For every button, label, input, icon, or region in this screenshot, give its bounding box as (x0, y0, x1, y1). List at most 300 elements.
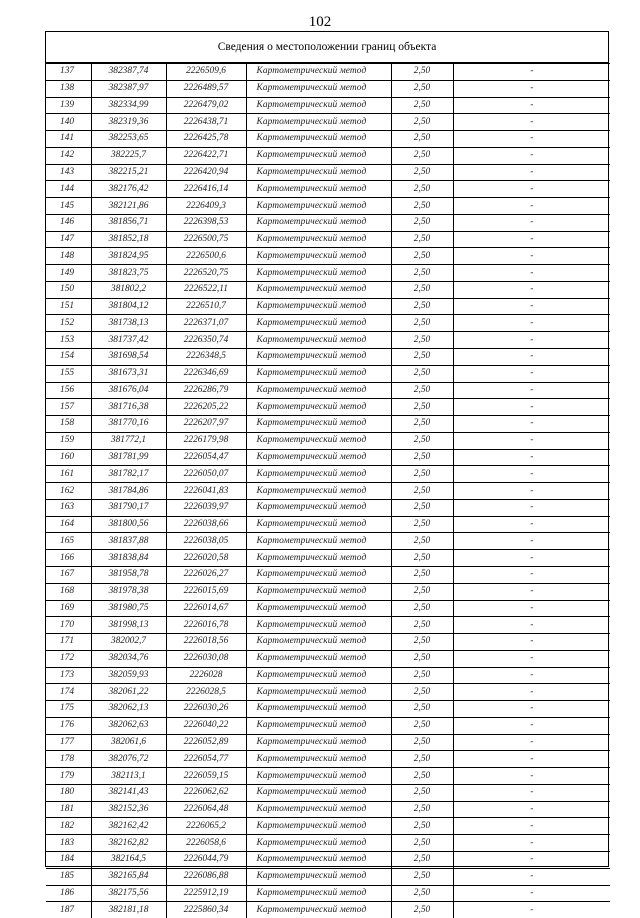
accuracy-cell: 2,50 (391, 231, 453, 248)
table-row (46, 298, 610, 315)
y-coordinate-cell: 2226489,57 (166, 80, 246, 97)
table-title: Сведения о местоположении границ объекта (46, 32, 608, 63)
description-cell: - (453, 768, 610, 785)
x-coordinate-cell: 382113,1 (91, 768, 166, 785)
method-cell: Картометрический метод (246, 868, 391, 885)
accuracy-cell: 2,50 (391, 399, 453, 416)
method-cell: Картометрический метод (246, 382, 391, 399)
y-coordinate-cell: 2226054,47 (166, 449, 246, 466)
table-row (46, 550, 610, 567)
description-cell: - (453, 634, 610, 651)
accuracy-cell: 2,50 (391, 298, 453, 315)
point-number-cell: 164 (46, 516, 91, 533)
point-number-cell: 186 (46, 885, 91, 902)
method-cell: Картометрический метод (246, 768, 391, 785)
point-number-cell: 160 (46, 449, 91, 466)
table-row (46, 885, 610, 902)
point-number-cell: 153 (46, 332, 91, 349)
description-cell: - (453, 281, 610, 298)
accuracy-cell: 2,50 (391, 365, 453, 382)
point-number-cell: 145 (46, 198, 91, 215)
point-number-cell: 158 (46, 416, 91, 433)
x-coordinate-cell: 382141,43 (91, 784, 166, 801)
table-row (46, 97, 610, 114)
description-cell: - (453, 868, 610, 885)
accuracy-cell: 2,50 (391, 315, 453, 332)
method-cell: Картометрический метод (246, 80, 391, 97)
method-cell: Картометрический метод (246, 566, 391, 583)
method-cell: Картометрический метод (246, 583, 391, 600)
x-coordinate-cell: 382387,97 (91, 80, 166, 97)
accuracy-cell: 2,50 (391, 634, 453, 651)
x-coordinate-cell: 381837,88 (91, 533, 166, 550)
method-cell: Картометрический метод (246, 432, 391, 449)
y-coordinate-cell: 2226479,02 (166, 97, 246, 114)
description-cell: - (453, 550, 610, 567)
x-coordinate-cell: 381784,86 (91, 483, 166, 500)
method-cell: Картометрический метод (246, 214, 391, 231)
y-coordinate-cell: 2226205,22 (166, 399, 246, 416)
table-row (46, 516, 610, 533)
y-coordinate-cell: 2226052,89 (166, 734, 246, 751)
method-cell: Картометрический метод (246, 281, 391, 298)
method-cell: Картометрический метод (246, 734, 391, 751)
table-row (46, 466, 610, 483)
method-cell: Картометрический метод (246, 885, 391, 902)
accuracy-cell: 2,50 (391, 64, 453, 81)
point-number-cell: 148 (46, 248, 91, 265)
description-cell: - (453, 298, 610, 315)
accuracy-cell: 2,50 (391, 449, 453, 466)
y-coordinate-cell: 2226409,3 (166, 198, 246, 215)
x-coordinate-cell: 382253,65 (91, 131, 166, 148)
description-cell: - (453, 650, 610, 667)
table-row (46, 80, 610, 97)
point-number-cell: 147 (46, 231, 91, 248)
method-cell: Картометрический метод (246, 634, 391, 651)
table-row (46, 784, 610, 801)
point-number-cell: 182 (46, 818, 91, 835)
description-cell: - (453, 851, 610, 868)
point-number-cell: 142 (46, 147, 91, 164)
x-coordinate-cell: 382121,86 (91, 198, 166, 215)
accuracy-cell: 2,50 (391, 483, 453, 500)
y-coordinate-cell: 2226371,07 (166, 315, 246, 332)
method-cell: Картометрический метод (246, 550, 391, 567)
method-cell: Картометрический метод (246, 248, 391, 265)
x-coordinate-cell: 382076,72 (91, 751, 166, 768)
description-cell: - (453, 131, 610, 148)
table-row (46, 533, 610, 550)
accuracy-cell: 2,50 (391, 701, 453, 718)
x-coordinate-cell: 381781,99 (91, 449, 166, 466)
point-number-cell: 146 (46, 214, 91, 231)
accuracy-cell: 2,50 (391, 667, 453, 684)
x-coordinate-cell: 381782,17 (91, 466, 166, 483)
description-cell: - (453, 516, 610, 533)
point-number-cell: 174 (46, 684, 91, 701)
point-number-cell: 169 (46, 600, 91, 617)
accuracy-cell: 2,50 (391, 717, 453, 734)
method-cell: Картометрический метод (246, 64, 391, 81)
table-row (46, 650, 610, 667)
table-row (46, 851, 610, 868)
description-cell: - (453, 164, 610, 181)
y-coordinate-cell: 2226064,48 (166, 801, 246, 818)
method-cell: Картометрический метод (246, 416, 391, 433)
y-coordinate-cell: 2225912,19 (166, 885, 246, 902)
accuracy-cell: 2,50 (391, 801, 453, 818)
accuracy-cell: 2,50 (391, 902, 453, 918)
x-coordinate-cell: 381698,54 (91, 349, 166, 366)
method-cell: Картометрический метод (246, 801, 391, 818)
point-number-cell: 184 (46, 851, 91, 868)
accuracy-cell: 2,50 (391, 835, 453, 852)
y-coordinate-cell: 2226398,53 (166, 214, 246, 231)
y-coordinate-cell: 2226028,5 (166, 684, 246, 701)
description-cell: - (453, 533, 610, 550)
x-coordinate-cell: 381790,17 (91, 499, 166, 516)
accuracy-cell: 2,50 (391, 416, 453, 433)
description-cell: - (453, 734, 610, 751)
accuracy-cell: 2,50 (391, 248, 453, 265)
accuracy-cell: 2,50 (391, 784, 453, 801)
point-number-cell: 183 (46, 835, 91, 852)
accuracy-cell: 2,50 (391, 97, 453, 114)
x-coordinate-cell: 382176,42 (91, 181, 166, 198)
accuracy-cell: 2,50 (391, 147, 453, 164)
table-row (46, 164, 610, 181)
accuracy-cell: 2,50 (391, 164, 453, 181)
y-coordinate-cell: 2226510,7 (166, 298, 246, 315)
method-cell: Картометрический метод (246, 902, 391, 918)
point-number-cell: 170 (46, 617, 91, 634)
description-cell: - (453, 566, 610, 583)
point-number-cell: 149 (46, 265, 91, 282)
point-number-cell: 138 (46, 80, 91, 97)
x-coordinate-cell: 382165,84 (91, 868, 166, 885)
description-cell: - (453, 231, 610, 248)
method-cell: Картометрический метод (246, 349, 391, 366)
table-row (46, 449, 610, 466)
y-coordinate-cell: 2226062,62 (166, 784, 246, 801)
table-row (46, 701, 610, 718)
point-number-cell: 168 (46, 583, 91, 600)
accuracy-cell: 2,50 (391, 751, 453, 768)
table-row (46, 147, 610, 164)
method-cell: Картометрический метод (246, 298, 391, 315)
x-coordinate-cell: 382387,74 (91, 64, 166, 81)
description-cell: - (453, 349, 610, 366)
method-cell: Картометрический метод (246, 617, 391, 634)
table-row (46, 768, 610, 785)
x-coordinate-cell: 382061,22 (91, 684, 166, 701)
table-row (46, 717, 610, 734)
y-coordinate-cell: 2226425,78 (166, 131, 246, 148)
accuracy-cell: 2,50 (391, 281, 453, 298)
y-coordinate-cell: 2225860,34 (166, 902, 246, 918)
x-coordinate-cell: 382175,56 (91, 885, 166, 902)
x-coordinate-cell: 382061,6 (91, 734, 166, 751)
description-cell: - (453, 902, 610, 918)
point-number-cell: 154 (46, 349, 91, 366)
x-coordinate-cell: 382225,7 (91, 147, 166, 164)
table-row (46, 214, 610, 231)
x-coordinate-cell: 381978,38 (91, 583, 166, 600)
accuracy-cell: 2,50 (391, 349, 453, 366)
table-row (46, 231, 610, 248)
y-coordinate-cell: 2226050,07 (166, 466, 246, 483)
y-coordinate-cell: 2226346,69 (166, 365, 246, 382)
table-row (46, 114, 610, 131)
point-number-cell: 185 (46, 868, 91, 885)
x-coordinate-cell: 382334,99 (91, 97, 166, 114)
point-number-cell: 155 (46, 365, 91, 382)
x-coordinate-cell: 382062,63 (91, 717, 166, 734)
method-cell: Картометрический метод (246, 164, 391, 181)
accuracy-cell: 2,50 (391, 382, 453, 399)
accuracy-cell: 2,50 (391, 114, 453, 131)
x-coordinate-cell: 381770,16 (91, 416, 166, 433)
x-coordinate-cell: 382215,21 (91, 164, 166, 181)
x-coordinate-cell: 382162,82 (91, 835, 166, 852)
boundary-points-table (46, 63, 610, 918)
point-number-cell: 157 (46, 399, 91, 416)
description-cell: - (453, 617, 610, 634)
y-coordinate-cell: 2226179,98 (166, 432, 246, 449)
method-cell: Картометрический метод (246, 131, 391, 148)
boundary-table-frame (45, 31, 609, 915)
method-cell: Картометрический метод (246, 231, 391, 248)
y-coordinate-cell: 2226065,2 (166, 818, 246, 835)
method-cell: Картометрический метод (246, 147, 391, 164)
point-number-cell: 176 (46, 717, 91, 734)
method-cell: Картометрический метод (246, 667, 391, 684)
method-cell: Картометрический метод (246, 818, 391, 835)
y-coordinate-cell: 2226026,27 (166, 566, 246, 583)
y-coordinate-cell: 2226044,79 (166, 851, 246, 868)
accuracy-cell: 2,50 (391, 885, 453, 902)
x-coordinate-cell: 382059,93 (91, 667, 166, 684)
x-coordinate-cell: 382319,36 (91, 114, 166, 131)
y-coordinate-cell: 2226350,74 (166, 332, 246, 349)
method-cell: Картометрический метод (246, 365, 391, 382)
description-cell: - (453, 214, 610, 231)
method-cell: Картометрический метод (246, 835, 391, 852)
method-cell: Картометрический метод (246, 97, 391, 114)
description-cell: - (453, 835, 610, 852)
method-cell: Картометрический метод (246, 399, 391, 416)
y-coordinate-cell: 2226059,15 (166, 768, 246, 785)
accuracy-cell: 2,50 (391, 617, 453, 634)
x-coordinate-cell: 381804,12 (91, 298, 166, 315)
y-coordinate-cell: 2226500,6 (166, 248, 246, 265)
x-coordinate-cell: 381838,84 (91, 550, 166, 567)
y-coordinate-cell: 2226016,78 (166, 617, 246, 634)
point-number-cell: 156 (46, 382, 91, 399)
y-coordinate-cell: 2226500,75 (166, 231, 246, 248)
x-coordinate-cell: 381998,13 (91, 617, 166, 634)
point-number-cell: 171 (46, 634, 91, 651)
x-coordinate-cell: 381824,95 (91, 248, 166, 265)
table-row (46, 634, 610, 651)
description-cell: - (453, 583, 610, 600)
description-cell: - (453, 97, 610, 114)
description-cell: - (453, 265, 610, 282)
method-cell: Картометрический метод (246, 332, 391, 349)
y-coordinate-cell: 2226018,56 (166, 634, 246, 651)
description-cell: - (453, 80, 610, 97)
accuracy-cell: 2,50 (391, 533, 453, 550)
accuracy-cell: 2,50 (391, 131, 453, 148)
method-cell: Картометрический метод (246, 315, 391, 332)
table-row (46, 617, 610, 634)
description-cell: - (453, 801, 610, 818)
accuracy-cell: 2,50 (391, 516, 453, 533)
table-row (46, 902, 610, 918)
description-cell: - (453, 684, 610, 701)
description-cell: - (453, 885, 610, 902)
y-coordinate-cell: 2226086,88 (166, 868, 246, 885)
description-cell: - (453, 466, 610, 483)
x-coordinate-cell: 381980,75 (91, 600, 166, 617)
method-cell: Картометрический метод (246, 751, 391, 768)
description-cell: - (453, 600, 610, 617)
point-number-cell: 178 (46, 751, 91, 768)
point-number-cell: 173 (46, 667, 91, 684)
y-coordinate-cell: 2226207,97 (166, 416, 246, 433)
table-row (46, 64, 610, 81)
x-coordinate-cell: 381852,18 (91, 231, 166, 248)
y-coordinate-cell: 2226039,97 (166, 499, 246, 516)
accuracy-cell: 2,50 (391, 198, 453, 215)
accuracy-cell: 2,50 (391, 432, 453, 449)
table-row (46, 751, 610, 768)
point-number-cell: 175 (46, 701, 91, 718)
x-coordinate-cell: 382181,18 (91, 902, 166, 918)
y-coordinate-cell: 2226020,58 (166, 550, 246, 567)
method-cell: Картометрический метод (246, 449, 391, 466)
method-cell: Картометрический метод (246, 851, 391, 868)
accuracy-cell: 2,50 (391, 566, 453, 583)
point-number-cell: 159 (46, 432, 91, 449)
table-row (46, 684, 610, 701)
y-coordinate-cell: 2226038,66 (166, 516, 246, 533)
table-row (46, 198, 610, 215)
y-coordinate-cell: 2226014,67 (166, 600, 246, 617)
description-cell: - (453, 181, 610, 198)
table-row (46, 499, 610, 516)
method-cell: Картометрический метод (246, 114, 391, 131)
y-coordinate-cell: 2226522,11 (166, 281, 246, 298)
point-number-cell: 141 (46, 131, 91, 148)
x-coordinate-cell: 382152,36 (91, 801, 166, 818)
table-row (46, 432, 610, 449)
table-row (46, 801, 610, 818)
point-number-cell: 137 (46, 64, 91, 81)
x-coordinate-cell: 381856,71 (91, 214, 166, 231)
description-cell: - (453, 667, 610, 684)
method-cell: Картометрический метод (246, 701, 391, 718)
table-row (46, 583, 610, 600)
point-number-cell: 177 (46, 734, 91, 751)
table-row (46, 349, 610, 366)
point-number-cell: 162 (46, 483, 91, 500)
description-cell: - (453, 64, 610, 81)
description-cell: - (453, 449, 610, 466)
table-row (46, 868, 610, 885)
method-cell: Картометрический метод (246, 499, 391, 516)
page-number: 102 (308, 14, 332, 30)
point-number-cell: 163 (46, 499, 91, 516)
method-cell: Картометрический метод (246, 784, 391, 801)
point-number-cell: 152 (46, 315, 91, 332)
point-number-cell: 140 (46, 114, 91, 131)
point-number-cell: 180 (46, 784, 91, 801)
accuracy-cell: 2,50 (391, 734, 453, 751)
accuracy-cell: 2,50 (391, 80, 453, 97)
description-cell: - (453, 483, 610, 500)
accuracy-cell: 2,50 (391, 684, 453, 701)
accuracy-cell: 2,50 (391, 550, 453, 567)
method-cell: Картометрический метод (246, 533, 391, 550)
point-number-cell: 139 (46, 97, 91, 114)
accuracy-cell: 2,50 (391, 650, 453, 667)
accuracy-cell: 2,50 (391, 768, 453, 785)
accuracy-cell: 2,50 (391, 466, 453, 483)
method-cell: Картометрический метод (246, 684, 391, 701)
y-coordinate-cell: 2226015,69 (166, 583, 246, 600)
point-number-cell: 187 (46, 902, 91, 918)
x-coordinate-cell: 381676,04 (91, 382, 166, 399)
x-coordinate-cell: 382002,7 (91, 634, 166, 651)
point-number-cell: 144 (46, 181, 91, 198)
description-cell: - (453, 751, 610, 768)
method-cell: Картометрический метод (246, 466, 391, 483)
y-coordinate-cell: 2226520,75 (166, 265, 246, 282)
table-row (46, 365, 610, 382)
table-row (46, 734, 610, 751)
accuracy-cell: 2,50 (391, 332, 453, 349)
x-coordinate-cell: 381958,78 (91, 566, 166, 583)
table-row (46, 332, 610, 349)
x-coordinate-cell: 382162,42 (91, 818, 166, 835)
x-coordinate-cell: 381800,56 (91, 516, 166, 533)
table-row (46, 248, 610, 265)
x-coordinate-cell: 381673,31 (91, 365, 166, 382)
table-row (46, 483, 610, 500)
y-coordinate-cell: 2226438,71 (166, 114, 246, 131)
y-coordinate-cell: 2226041,83 (166, 483, 246, 500)
method-cell: Картометрический метод (246, 265, 391, 282)
x-coordinate-cell: 382034,76 (91, 650, 166, 667)
method-cell: Картометрический метод (246, 650, 391, 667)
description-cell: - (453, 147, 610, 164)
table-row (46, 382, 610, 399)
method-cell: Картометрический метод (246, 198, 391, 215)
table-row (46, 566, 610, 583)
point-number-cell: 181 (46, 801, 91, 818)
x-coordinate-cell: 382164,5 (91, 851, 166, 868)
table-row (46, 399, 610, 416)
point-number-cell: 165 (46, 533, 91, 550)
point-number-cell: 143 (46, 164, 91, 181)
table-row (46, 835, 610, 852)
accuracy-cell: 2,50 (391, 818, 453, 835)
description-cell: - (453, 198, 610, 215)
accuracy-cell: 2,50 (391, 181, 453, 198)
y-coordinate-cell: 2226286,79 (166, 382, 246, 399)
